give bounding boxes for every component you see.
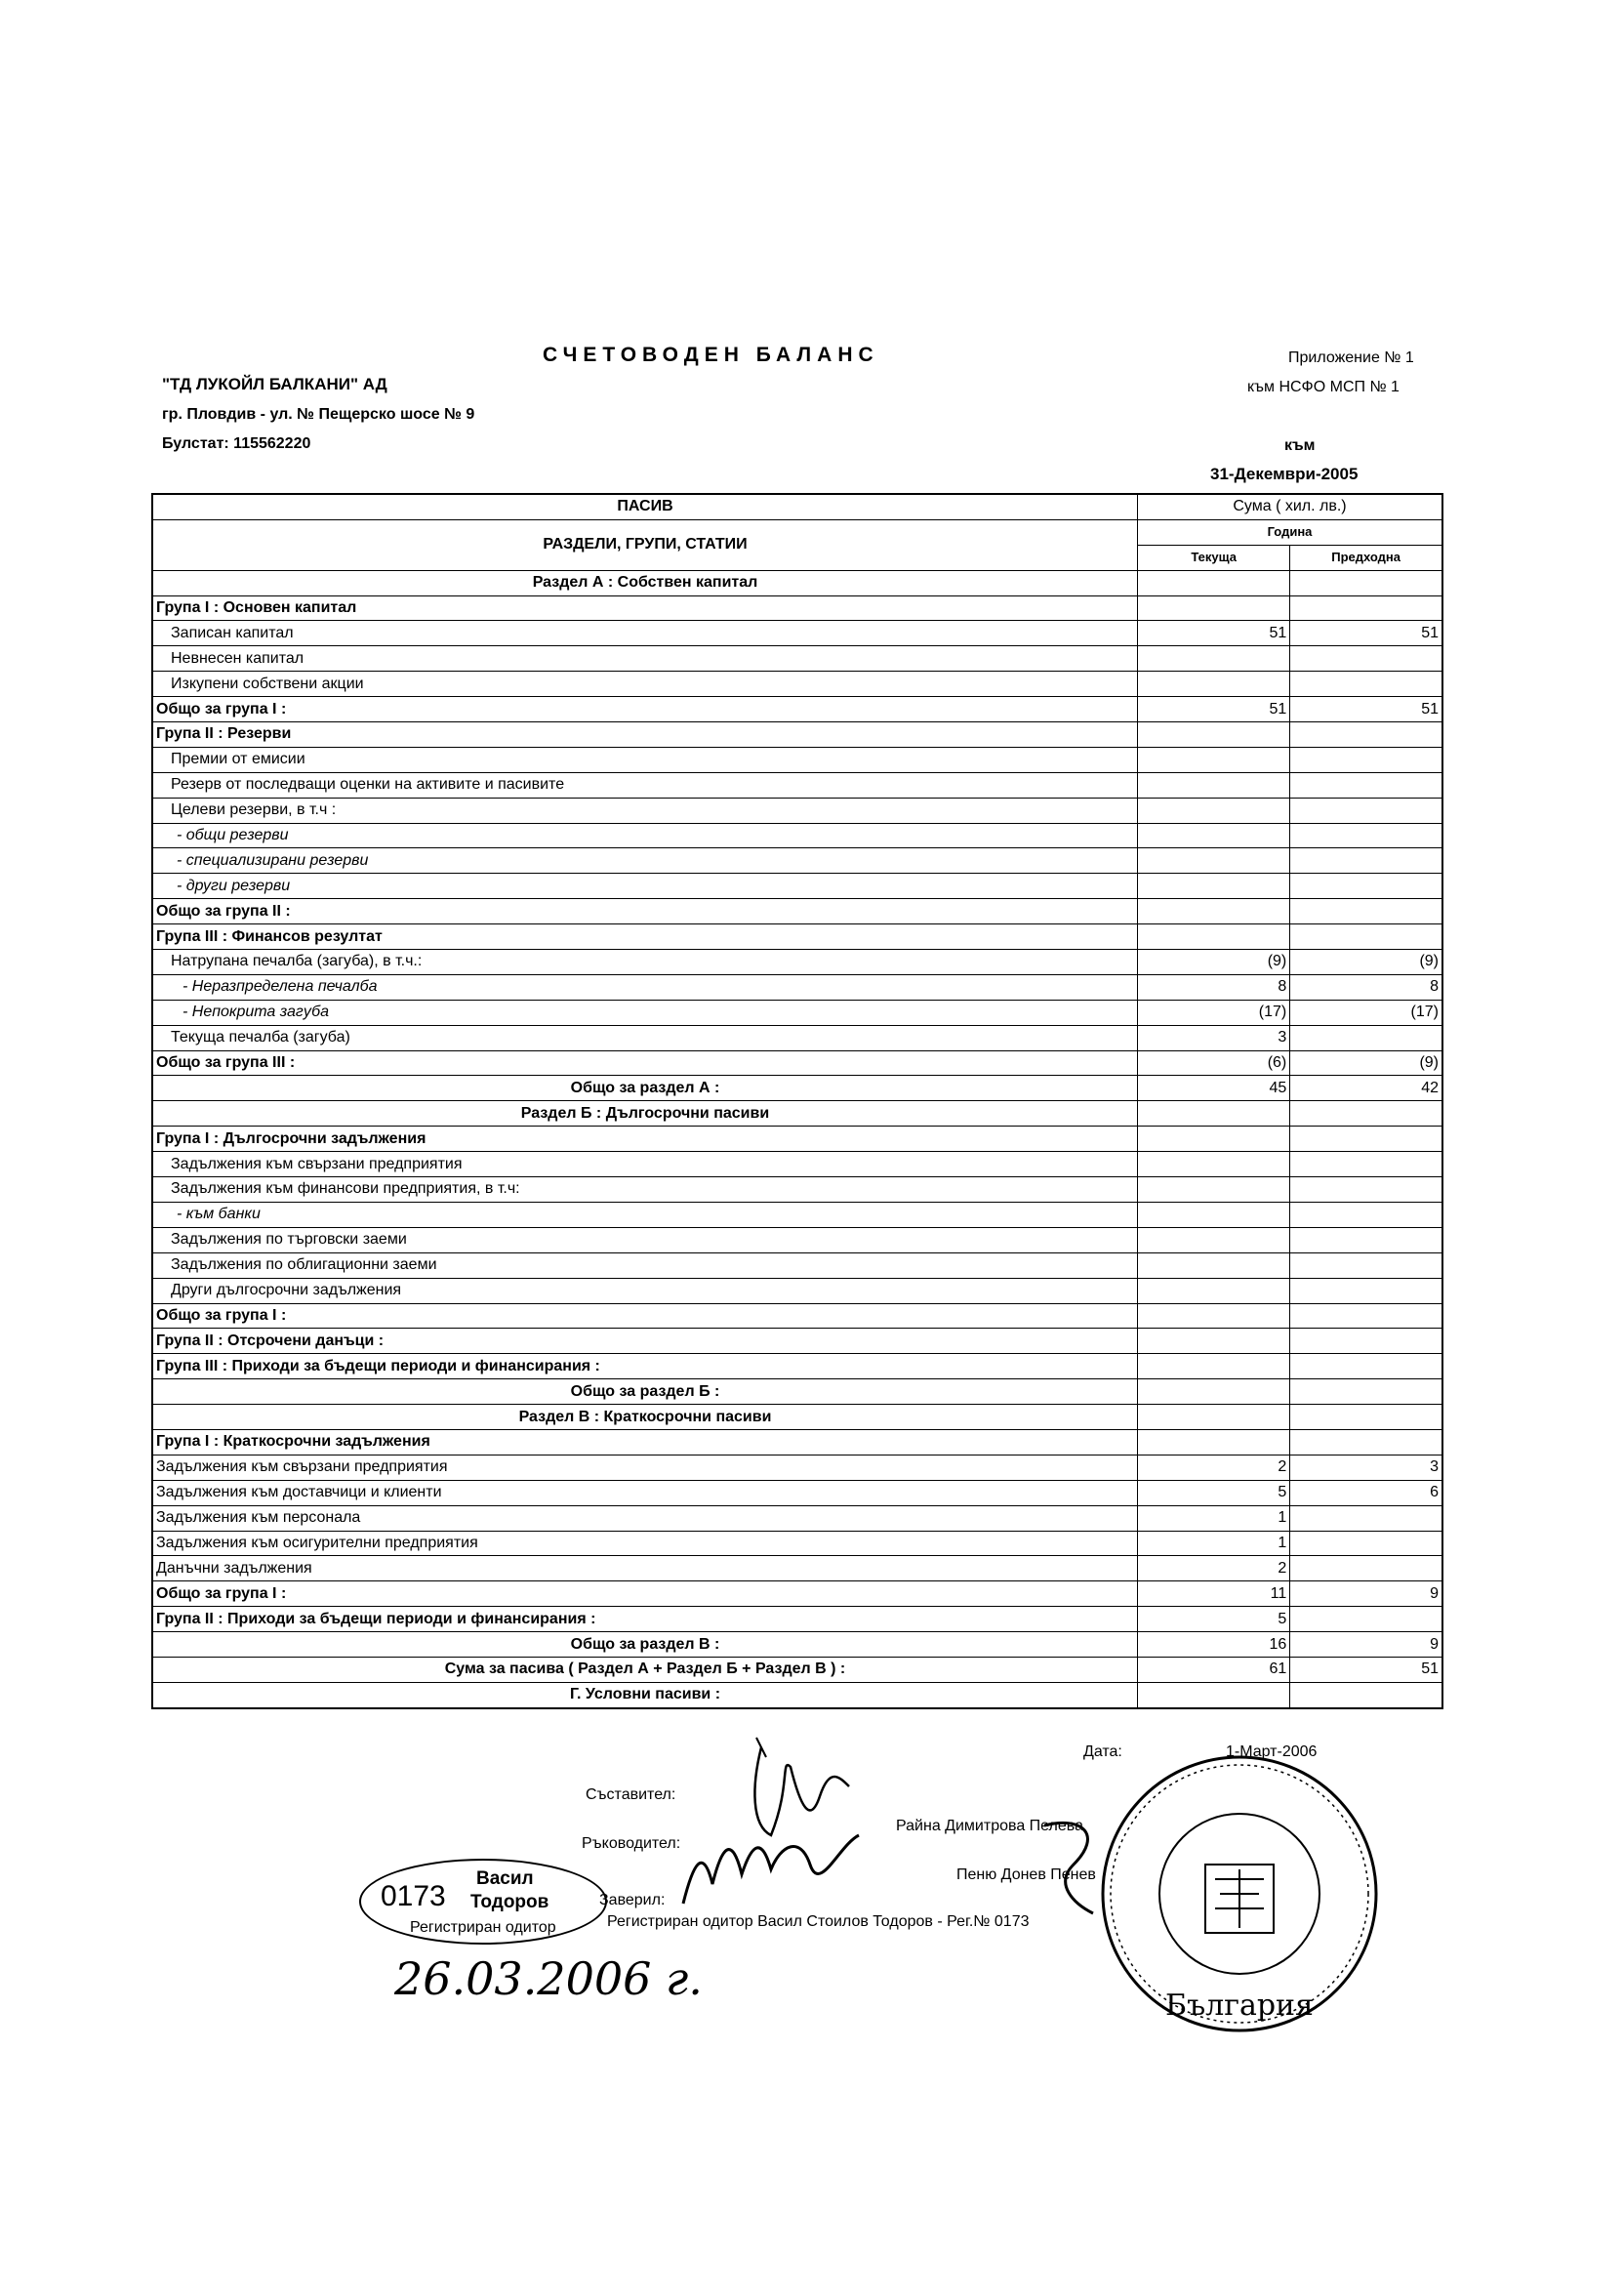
- seal-country: България: [1165, 1988, 1314, 2023]
- row-previous-value: [1290, 1354, 1442, 1379]
- table-row: [152, 1682, 1442, 1707]
- row-label: Задължения към финансови предприятия, в т.ч:: [152, 1177, 1138, 1203]
- row-previous-value: 9: [1290, 1632, 1442, 1658]
- row-label: - Непокрита загуба: [152, 1000, 1138, 1025]
- row-label: Данъчни задължения: [152, 1556, 1138, 1581]
- table-row: [152, 1076, 1442, 1101]
- row-previous-value: [1290, 798, 1442, 823]
- row-current-value: (9): [1138, 950, 1290, 975]
- company-address: гр. Пловдив - ул. № Пещерско шосе № 9: [162, 406, 475, 423]
- row-current-value: 51: [1138, 697, 1290, 722]
- table-row: [152, 1632, 1442, 1658]
- auditor-stamp: [359, 1859, 607, 1945]
- head-current: Текуща: [1138, 545, 1290, 570]
- auditor-stamp-caption: Регистриран одитор: [410, 1919, 556, 1936]
- row-label: Целеви резерви, в т.ч :: [152, 798, 1138, 823]
- row-label: Задължения към свързани предприятия: [152, 1455, 1138, 1480]
- row-previous-value: [1290, 1127, 1442, 1152]
- row-previous-value: [1290, 1682, 1442, 1707]
- row-current-value: [1138, 823, 1290, 848]
- row-previous-value: [1290, 1405, 1442, 1430]
- row-previous-value: [1290, 646, 1442, 672]
- row-label: Задължения към доставчици и клиенти: [152, 1480, 1138, 1505]
- row-label: Раздел А : Собствен капитал: [152, 570, 1138, 595]
- row-current-value: 1: [1138, 1531, 1290, 1556]
- row-label: - общи резерви: [152, 823, 1138, 848]
- row-label: Текуща печалба (загуба): [152, 1025, 1138, 1050]
- table-row: [152, 1101, 1442, 1127]
- row-current-value: [1138, 1405, 1290, 1430]
- row-current-value: [1138, 570, 1290, 595]
- company-seal: [1093, 1747, 1386, 2040]
- compiler-label: Съставител:: [586, 1786, 676, 1803]
- table-row: [152, 924, 1442, 950]
- row-current-value: (6): [1138, 1050, 1290, 1076]
- row-previous-value: [1290, 1531, 1442, 1556]
- head-sections: РАЗДЕЛИ, ГРУПИ, СТАТИИ: [152, 519, 1138, 570]
- row-previous-value: [1290, 1152, 1442, 1177]
- row-current-value: [1138, 848, 1290, 874]
- table-row: [152, 874, 1442, 899]
- handwritten-date: 26.03.2006 г.: [394, 1952, 703, 2005]
- head-pasiv: ПАСИВ: [152, 494, 1138, 519]
- table-row: [152, 1505, 1442, 1531]
- row-previous-value: [1290, 570, 1442, 595]
- row-current-value: 45: [1138, 1076, 1290, 1101]
- row-label: Премии от емисии: [152, 747, 1138, 772]
- row-current-value: [1138, 1252, 1290, 1278]
- as-of-date: 31-Декември-2005: [1210, 465, 1359, 483]
- row-current-value: [1138, 874, 1290, 899]
- appendix-standard: към НСФО МСП № 1: [1247, 379, 1400, 395]
- table-head-row: [152, 519, 1442, 545]
- row-current-value: (17): [1138, 1000, 1290, 1025]
- table-row: [152, 672, 1442, 697]
- table-row: [152, 595, 1442, 621]
- table-row: [152, 1252, 1442, 1278]
- row-previous-value: [1290, 1556, 1442, 1581]
- row-current-value: [1138, 1202, 1290, 1227]
- row-label: Натрупана печалба (загуба), в т.ч.:: [152, 950, 1138, 975]
- as-of-label: към: [1284, 437, 1316, 454]
- table-row: [152, 621, 1442, 646]
- row-label: Раздел Б : Дългосрочни пасиви: [152, 1101, 1138, 1127]
- row-label: Група II : Отсрочени данъци :: [152, 1329, 1138, 1354]
- row-label: Група I : Дългосрочни задължения: [152, 1127, 1138, 1152]
- head-year: Година: [1138, 519, 1443, 545]
- table-row: [152, 747, 1442, 772]
- table-row: [152, 1127, 1442, 1152]
- row-current-value: [1138, 1101, 1290, 1127]
- manager-name: Пеню Донев Пенев: [956, 1866, 1096, 1883]
- row-current-value: 2: [1138, 1455, 1290, 1480]
- row-previous-value: [1290, 1252, 1442, 1278]
- row-current-value: [1138, 595, 1290, 621]
- row-previous-value: [1290, 1303, 1442, 1329]
- table-row: [152, 899, 1442, 924]
- row-label: Задължения по търговски заеми: [152, 1227, 1138, 1252]
- table-row: [152, 1329, 1442, 1354]
- appendix-number: Приложение № 1: [1288, 349, 1414, 366]
- row-previous-value: [1290, 1177, 1442, 1203]
- document-title: СЧЕТОВОДЕН БАЛАНС: [543, 344, 879, 366]
- row-current-value: 5: [1138, 1480, 1290, 1505]
- row-label: Раздел В : Краткосрочни пасиви: [152, 1405, 1138, 1430]
- row-current-value: [1138, 1127, 1290, 1152]
- table-row: [152, 1152, 1442, 1177]
- table-row: [152, 1429, 1442, 1455]
- row-previous-value: [1290, 1101, 1442, 1127]
- table-row: [152, 1556, 1442, 1581]
- row-previous-value: [1290, 899, 1442, 924]
- row-label: Невнесен капитал: [152, 646, 1138, 672]
- row-previous-value: [1290, 1505, 1442, 1531]
- row-previous-value: [1290, 1329, 1442, 1354]
- row-current-value: [1138, 798, 1290, 823]
- date-label: Дата:: [1083, 1743, 1122, 1760]
- row-previous-value: 51: [1290, 697, 1442, 722]
- row-current-value: [1138, 1429, 1290, 1455]
- table-row: [152, 798, 1442, 823]
- row-current-value: [1138, 899, 1290, 924]
- table-row: [152, 823, 1442, 848]
- row-label: Общо за група I :: [152, 1581, 1138, 1607]
- table-row: [152, 974, 1442, 1000]
- row-label: - други резерви: [152, 874, 1138, 899]
- row-previous-value: 51: [1290, 1657, 1442, 1682]
- row-current-value: 2: [1138, 1556, 1290, 1581]
- row-label: Общо за група I :: [152, 1303, 1138, 1329]
- table-row: [152, 848, 1442, 874]
- table-row: [152, 1607, 1442, 1632]
- row-current-value: 5: [1138, 1607, 1290, 1632]
- row-current-value: 16: [1138, 1632, 1290, 1658]
- row-previous-value: [1290, 848, 1442, 874]
- compiler-name: Райна Димитрова Пелева: [896, 1818, 1083, 1834]
- row-previous-value: [1290, 924, 1442, 950]
- table-row: [152, 1303, 1442, 1329]
- table-row: [152, 1657, 1442, 1682]
- row-previous-value: 6: [1290, 1480, 1442, 1505]
- row-current-value: [1138, 646, 1290, 672]
- row-label: Записан капитал: [152, 621, 1138, 646]
- manager-signature: [673, 1825, 869, 1913]
- row-current-value: [1138, 924, 1290, 950]
- row-label: Г. Условни пасиви :: [152, 1682, 1138, 1707]
- row-current-value: [1138, 1354, 1290, 1379]
- auditor-stamp-first-name: Васил: [476, 1868, 534, 1889]
- row-previous-value: [1290, 874, 1442, 899]
- row-previous-value: 3: [1290, 1455, 1442, 1480]
- row-previous-value: (9): [1290, 1050, 1442, 1076]
- row-label: Сума за пасива ( Раздел А + Раздел Б + Раздел В ) :: [152, 1657, 1138, 1682]
- row-current-value: [1138, 1379, 1290, 1405]
- manager-label: Ръководител:: [582, 1835, 681, 1852]
- row-label: Задължения към свързани предприятия: [152, 1152, 1138, 1177]
- row-label: Задължения към персонала: [152, 1505, 1138, 1531]
- row-previous-value: 9: [1290, 1581, 1442, 1607]
- row-current-value: [1138, 722, 1290, 748]
- row-current-value: [1138, 672, 1290, 697]
- table-row: [152, 1000, 1442, 1025]
- row-label: - Неразпределена печалба: [152, 974, 1138, 1000]
- table-row: [152, 1202, 1442, 1227]
- row-label: Резерв от последващи оценки на активите и пасивите: [152, 772, 1138, 798]
- table-row: [152, 1177, 1442, 1203]
- table-row: [152, 1480, 1442, 1505]
- row-current-value: 1: [1138, 1505, 1290, 1531]
- row-label: Група I : Основен капитал: [152, 595, 1138, 621]
- table-row: [152, 1531, 1442, 1556]
- date-value: 1-Март-2006: [1226, 1743, 1318, 1760]
- row-label: Други дългосрочни задължения: [152, 1278, 1138, 1303]
- row-previous-value: [1290, 1429, 1442, 1455]
- row-previous-value: [1290, 772, 1442, 798]
- row-current-value: 3: [1138, 1025, 1290, 1050]
- row-previous-value: [1290, 823, 1442, 848]
- row-previous-value: [1290, 1607, 1442, 1632]
- table-row: [152, 1581, 1442, 1607]
- row-label: Общо за раздел А :: [152, 1076, 1138, 1101]
- auditor-stamp-last-name: Тодоров: [470, 1892, 549, 1912]
- table-head-row: [152, 494, 1442, 519]
- row-label: Общо за раздел Б :: [152, 1379, 1138, 1405]
- certified-label: Заверил:: [599, 1892, 666, 1908]
- row-label: - специализирани резерви: [152, 848, 1138, 874]
- row-previous-value: [1290, 1025, 1442, 1050]
- table-row: [152, 1050, 1442, 1076]
- row-previous-value: [1290, 722, 1442, 748]
- row-current-value: 11: [1138, 1581, 1290, 1607]
- row-previous-value: [1290, 747, 1442, 772]
- row-label: - към банки: [152, 1202, 1138, 1227]
- table-row: [152, 772, 1442, 798]
- row-previous-value: (9): [1290, 950, 1442, 975]
- table-row: [152, 1025, 1442, 1050]
- row-label: Група I : Краткосрочни задължения: [152, 1429, 1138, 1455]
- row-previous-value: [1290, 1379, 1442, 1405]
- row-previous-value: (17): [1290, 1000, 1442, 1025]
- table-row: [152, 1354, 1442, 1379]
- balance-table: [151, 493, 1443, 1709]
- row-label: Изкупени собствени акции: [152, 672, 1138, 697]
- table-row: [152, 646, 1442, 672]
- row-previous-value: 8: [1290, 974, 1442, 1000]
- company-name: "ТД ЛУКОЙЛ БАЛКАНИ" АД: [162, 375, 387, 393]
- head-previous: Предходна: [1290, 545, 1442, 570]
- row-label: Общо за група III :: [152, 1050, 1138, 1076]
- row-label: Задължения по облигационни заеми: [152, 1252, 1138, 1278]
- row-label: Общо за група II :: [152, 899, 1138, 924]
- table-row: [152, 1405, 1442, 1430]
- row-previous-value: [1290, 1202, 1442, 1227]
- head-sum: Сума ( хил. лв.): [1138, 494, 1443, 519]
- row-label: Група II : Резерви: [152, 722, 1138, 748]
- table-row: [152, 722, 1442, 748]
- row-current-value: 51: [1138, 621, 1290, 646]
- company-bulstat: Булстат: 115562220: [162, 435, 311, 452]
- row-previous-value: 42: [1290, 1076, 1442, 1101]
- row-label: Група II : Приходи за бъдещи периоди и финансирания :: [152, 1607, 1138, 1632]
- row-current-value: [1138, 1177, 1290, 1203]
- row-current-value: [1138, 1329, 1290, 1354]
- row-label: Общо за раздел В :: [152, 1632, 1138, 1658]
- auditor-stamp-number: 0173: [381, 1880, 446, 1912]
- row-current-value: [1138, 1227, 1290, 1252]
- row-current-value: [1138, 1682, 1290, 1707]
- row-current-value: 61: [1138, 1657, 1290, 1682]
- row-current-value: [1138, 1303, 1290, 1329]
- row-previous-value: 51: [1290, 621, 1442, 646]
- auditor-text: Регистриран одитор Васил Стоилов Тодоров - Рег.№ 0173: [607, 1913, 1030, 1930]
- table-row: [152, 1278, 1442, 1303]
- row-previous-value: [1290, 1278, 1442, 1303]
- row-previous-value: [1290, 672, 1442, 697]
- table-row: [152, 1379, 1442, 1405]
- row-current-value: [1138, 1152, 1290, 1177]
- table-row: [152, 950, 1442, 975]
- row-previous-value: [1290, 595, 1442, 621]
- row-previous-value: [1290, 1227, 1442, 1252]
- row-label: Група III : Финансов резултат: [152, 924, 1138, 950]
- row-current-value: 8: [1138, 974, 1290, 1000]
- table-row: [152, 697, 1442, 722]
- table-row: [152, 1227, 1442, 1252]
- row-current-value: [1138, 747, 1290, 772]
- table-row: [152, 570, 1442, 595]
- row-current-value: [1138, 772, 1290, 798]
- row-label: Общо за група I :: [152, 697, 1138, 722]
- row-label: Задължения към осигурителни предприятия: [152, 1531, 1138, 1556]
- row-label: Група III : Приходи за бъдещи периоди и финансирания :: [152, 1354, 1138, 1379]
- table-row: [152, 1455, 1442, 1480]
- row-current-value: [1138, 1278, 1290, 1303]
